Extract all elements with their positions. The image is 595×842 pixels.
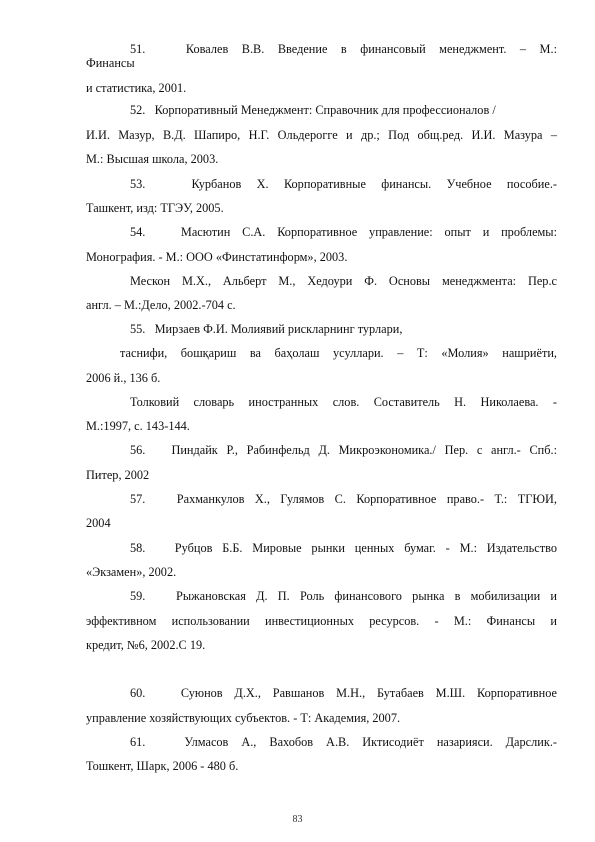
reference-line: 54. Масютин С.А. Корпоративное управление: опыт и проблемы: [130, 225, 557, 239]
reference-line: англ. – М.:Дело, 2002.-704 с. [86, 298, 236, 312]
reference-line: 60. Суюнов Д.Х., Равшанов М.Н., Бутабаев М.Ш. Корпоративное [130, 686, 557, 700]
reference-line: 57. Рахманкулов Х., Гулямов С. Корпоративное право.- Т.: ТГЮИ, [130, 492, 557, 506]
reference-line: М.:1997, с. 143-144. [86, 419, 190, 433]
reference-line: 2006 й., 136 б. [86, 371, 161, 385]
reference-line: 53. Курбанов Х. Корпоративные финансы. Учебное пособие.- [130, 177, 557, 191]
reference-line: Толковий словарь иностранных слов. Составитель Н. Николаева. - [130, 395, 557, 409]
reference-line: Мескон М.Х., Альберт М., Хедоури Ф. Основы менеджмента: Пер.с [130, 274, 557, 288]
reference-line: таснифи, бошқариш ва баҳолаш усуллари. – Т: «Молия» нашриёти, [120, 346, 557, 360]
reference-line: и статистика, 2001. [86, 81, 187, 95]
reference-line: 52. Корпоративный Менеджмент: Справочник для профессионалов / [130, 103, 496, 117]
reference-line: Тошкент, Шарк, 2006 - 480 б. [86, 759, 239, 773]
reference-line: 55. Мирзаев Ф.И. Молиявий рискларнинг турлари, [130, 322, 403, 336]
reference-line: 58. Рубцов Б.Б. Мировые рынки ценных бумаг. - М.: Издательство [130, 541, 557, 555]
reference-line: Финансы [86, 56, 135, 70]
reference-line: эффективном использовании инвестиционных ресурсов. - М.: Финансы и [86, 614, 557, 628]
page-number: 83 [292, 814, 303, 825]
reference-line: 61. Улмасов А., Вахобов А.В. Иктисодиёт назарияси. Дарслик.- [130, 735, 557, 749]
reference-line: И.И. Мазур, В.Д. Шапиро, Н.Г. Ольдерогге и др.; Под общ.ред. И.И. Мазура – [86, 128, 557, 142]
reference-line: М.: Высшая школа, 2003. [86, 152, 219, 166]
reference-line: Ташкент, изд: ТГЭУ, 2005. [86, 201, 224, 215]
reference-line: 2004 [86, 516, 111, 530]
reference-line: 59. Рыжановская Д. П. Роль финансового рынка в мобилизации и [130, 589, 557, 603]
reference-line: 56. Пиндайк Р., Рабинфельд Д. Микроэкономика./ Пер. с англ.- Спб.: [130, 443, 558, 457]
reference-line: управление хозяйствующих субъектов. - Т: Академия, 2007. [86, 711, 401, 725]
reference-line: Монография. - М.: ООО «Финстатинформ», 2003. [86, 250, 348, 264]
reference-line: кредит, №6, 2002.С 19. [86, 638, 206, 652]
reference-line: 51. Ковалев В.В. Введение в финансовый менеджмент. – М.: [130, 42, 557, 56]
reference-line: Питер, 2002 [86, 468, 150, 482]
reference-line: «Экзамен», 2002. [86, 565, 177, 579]
